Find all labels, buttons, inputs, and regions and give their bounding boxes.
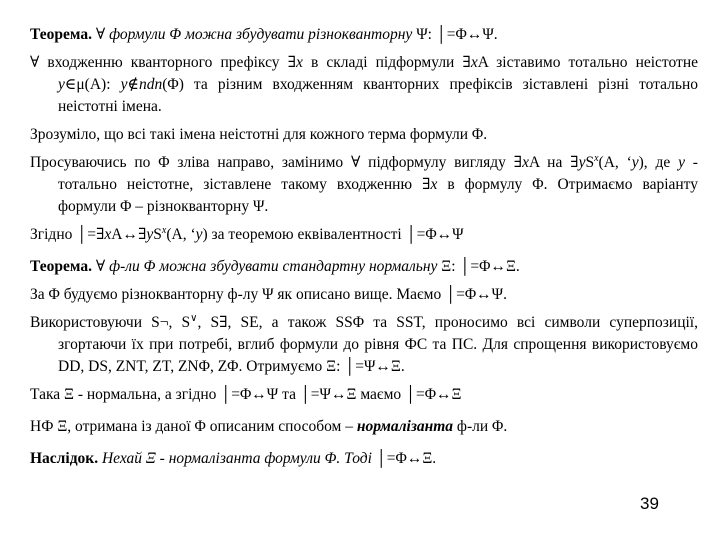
text-run: x (594, 152, 599, 164)
text-run: в складі підформули ∃ (302, 54, 471, 71)
text-run: ‑ тотально неістотне, зіставлене такому входженню ∃ (58, 154, 698, 193)
text-run: в формулу Φ. Отримаємо варіанту формули Φ – різнокванторну Ψ. (58, 176, 698, 215)
text-run: ф-ли Φ можна збудувати стандартну нормальну (109, 258, 442, 275)
text-run: ф-ли Φ. (453, 418, 508, 435)
text-run: A на ∃ (528, 154, 579, 171)
text-run: x (430, 176, 438, 193)
text-run: ) за теоремою еквівалентності │=Φ↔Ψ (202, 226, 464, 243)
text-run: A↔∃ (111, 226, 147, 243)
text-run: y (146, 226, 154, 243)
text-run: Наслідок. (30, 450, 102, 467)
paragraph-names-para (30, 124, 698, 146)
text-run: S (153, 226, 162, 243)
text-run: x (161, 224, 167, 236)
text-run: формули Φ можна збудувати різнокванторну (109, 26, 417, 43)
text-run: (Φ) та різним входженням кванторних префіксів зіставлені різні тотально неістотні імена. (58, 76, 698, 115)
text-run: x (470, 54, 478, 71)
text-run: ndn (138, 76, 163, 93)
text-run: , S∃, SE, а також SSΦ та SST, проносимо всі символи суперпозиції, згортаючи їх при потребі, вглиб формули до рівня ФС та ПС. Для спрощення використовуємо DD, DS, ZNT, ZT, ZNΦ, ZΦ. Отримуємо Ξ: │=Ψ↔Ξ. (58, 314, 698, 375)
text-run: Теорема. (30, 258, 96, 275)
paragraph-according-para (30, 224, 698, 246)
text-run: нормалізанта (356, 418, 454, 435)
page-number: 39 (640, 494, 659, 513)
paragraph-corollary (30, 448, 698, 470)
text-run: Така Ξ ‑ нормальна, а згідно │=Φ↔Ψ та │=Ψ↔Ξ маємо │=Φ↔Ξ (30, 386, 462, 403)
text-run: x (295, 54, 303, 71)
text-run: Просуваючись по Φ зліва направо, замінимо ∀ підформулу вигляду ∃ (30, 154, 523, 171)
text-run: ∉ (127, 76, 139, 93)
text-run: Ψ: │=Φ↔Ψ. (416, 26, 498, 43)
text-run: НФ Ξ, отримана із даної Φ описаним способом – (30, 418, 357, 435)
paragraph-build-para (30, 284, 698, 306)
text-run: ∀ (95, 26, 110, 43)
text-run: За Φ будуємо різнокванторну ф-лу Ψ як описано вище. Маємо │=Φ↔Ψ. (30, 286, 507, 303)
text-run: Згідно │=∃ (30, 226, 105, 243)
text-run: A зіставимо тотально неістотне (477, 54, 698, 71)
paragraph-theorem-1 (30, 24, 698, 46)
paragraph-using-para (30, 312, 698, 378)
text-run: y (58, 76, 65, 93)
text-run: │=Φ↔Ξ. (375, 450, 437, 467)
text-run: (A, ‘ (598, 154, 632, 171)
text-run: Використовуючи S¬, S (30, 314, 191, 331)
text-run: y (578, 154, 586, 171)
text-run: ), де (638, 154, 679, 171)
text-run: y (195, 226, 203, 243)
paragraph-theorem-2 (30, 256, 698, 278)
text-run: Зрозуміло, що всі такі імена неістотні для кожного терма формули Φ. (30, 126, 488, 143)
text-run: S (585, 154, 595, 171)
text-run: (A, ‘ (166, 226, 196, 243)
paragraph-prefix-para (30, 52, 698, 118)
text-run: y (120, 76, 128, 93)
text-run: x (104, 226, 112, 243)
slide-body (30, 24, 698, 476)
text-run: ∈μ(A): (64, 76, 121, 93)
text-run: Нехай Ξ ‑ нормалізанта формули Φ. Тоді (101, 450, 376, 467)
text-run: ∀ (95, 258, 110, 275)
paragraph-nf-para (30, 416, 698, 438)
text-run: Теорема. (30, 26, 96, 43)
text-run: y (631, 154, 639, 171)
text-run: Ξ: │=Φ↔Ξ. (441, 258, 520, 275)
text-run: y (678, 154, 685, 171)
text-run: x (522, 154, 529, 171)
paragraph-moving-para (30, 152, 698, 218)
paragraph-such-para (30, 384, 698, 406)
text-run: ∨ (190, 312, 198, 324)
text-run: ∀ входженню кванторного префіксу ∃ (30, 54, 296, 71)
